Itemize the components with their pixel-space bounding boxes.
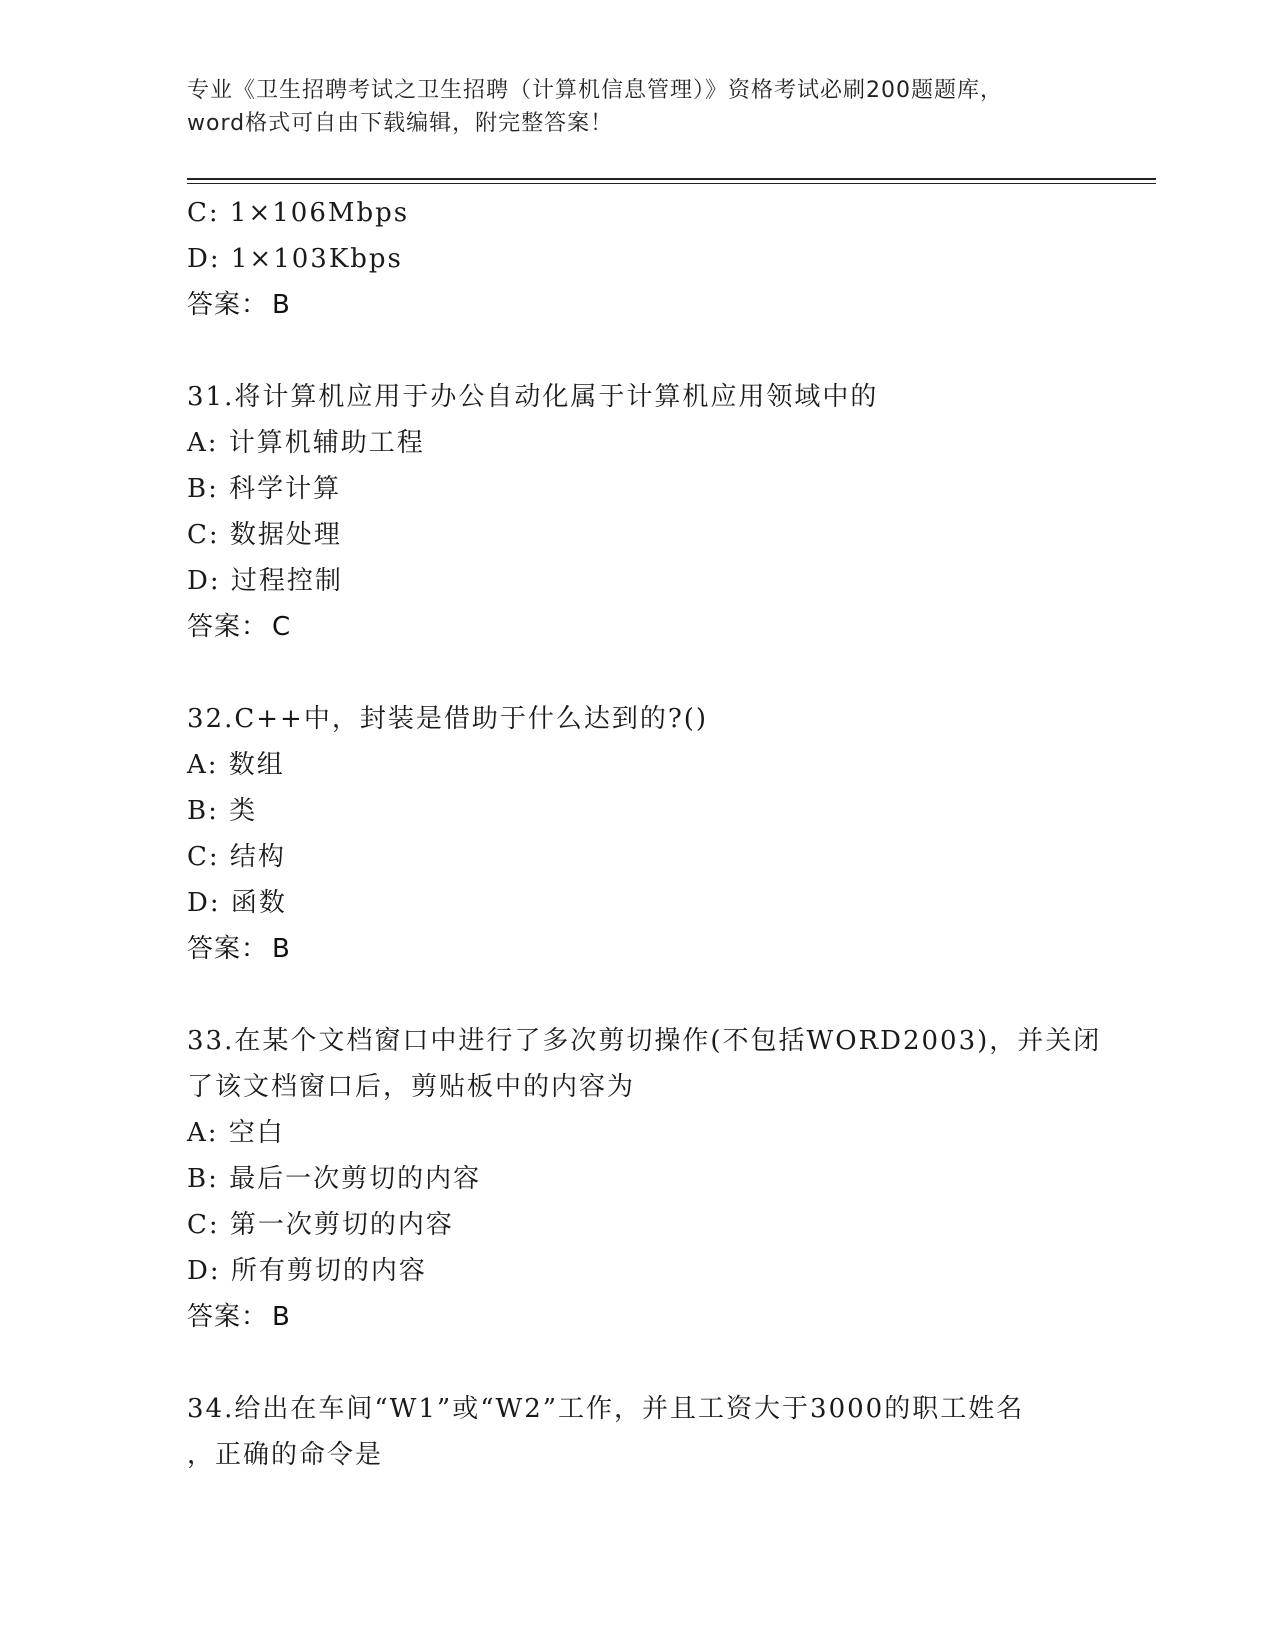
option-b: B: 最后一次剪切的内容 bbox=[187, 1164, 482, 1194]
answer-label: 答案： bbox=[187, 934, 269, 964]
option-d: D: 过程控制 bbox=[187, 566, 343, 596]
question-33 bbox=[187, 1018, 1102, 1340]
header-title-line-1: 专业《卫生招聘考试之卫生招聘（计算机信息管理）》资格考试必刷200题题库， bbox=[187, 78, 1003, 103]
header-title-line-2: word格式可自由下载编辑，附完整答案！ bbox=[187, 111, 614, 136]
question-stem: 32.C++中，封装是借助于什么达到的?() bbox=[187, 704, 709, 734]
question-30-continued bbox=[187, 190, 1087, 328]
option-a: A: 计算机辅助工程 bbox=[187, 428, 425, 458]
question-34 bbox=[187, 1386, 1087, 1478]
question-31 bbox=[187, 374, 1087, 650]
answer-label: 答案： bbox=[187, 612, 269, 642]
answer-line bbox=[187, 926, 1087, 972]
question-stem-line-1: 34.给出在车间“W1”或“W2”工作，并且工资大于3000的职工姓名 bbox=[187, 1394, 1025, 1424]
option-a: A: 数组 bbox=[187, 750, 285, 780]
question-stem-line-2: ，正确的命令是 bbox=[187, 1440, 384, 1470]
answer-value: B bbox=[272, 934, 291, 964]
answer-value: B bbox=[272, 1302, 291, 1332]
option-c: C: 数据处理 bbox=[187, 520, 342, 550]
option-d: D: 所有剪切的内容 bbox=[187, 1256, 427, 1286]
header-divider-thin bbox=[187, 183, 1156, 184]
question-list bbox=[187, 190, 1102, 1478]
document-header bbox=[187, 74, 1087, 140]
option-c: C: 1×106Mbps bbox=[187, 198, 410, 228]
option-d: D: 1×103Kbps bbox=[187, 244, 403, 274]
option-b: B: 类 bbox=[187, 796, 258, 826]
option-a: A: 空白 bbox=[187, 1118, 285, 1148]
question-stem: 31.将计算机应用于办公自动化属于计算机应用领域中的 bbox=[187, 382, 879, 412]
header-divider-thick bbox=[187, 178, 1156, 180]
answer-line bbox=[187, 1294, 1087, 1340]
answer-value: C bbox=[272, 612, 292, 642]
answer-line bbox=[187, 604, 1087, 650]
answer-label: 答案： bbox=[187, 1302, 269, 1332]
question-32 bbox=[187, 696, 1087, 972]
option-d: D: 函数 bbox=[187, 888, 287, 918]
answer-label: 答案： bbox=[187, 290, 269, 320]
question-stem-line-2: 了该文档窗口后，剪贴板中的内容为 bbox=[187, 1072, 636, 1102]
answer-line bbox=[187, 282, 1087, 328]
option-b: B: 科学计算 bbox=[187, 474, 342, 504]
option-c: C: 第一次剪切的内容 bbox=[187, 1210, 454, 1240]
option-c: C: 结构 bbox=[187, 842, 286, 872]
answer-value: B bbox=[272, 290, 291, 320]
question-stem-line-1: 33.在某个文档窗口中进行了多次剪切操作(不包括WORD2003)，并关闭 bbox=[187, 1026, 1102, 1056]
